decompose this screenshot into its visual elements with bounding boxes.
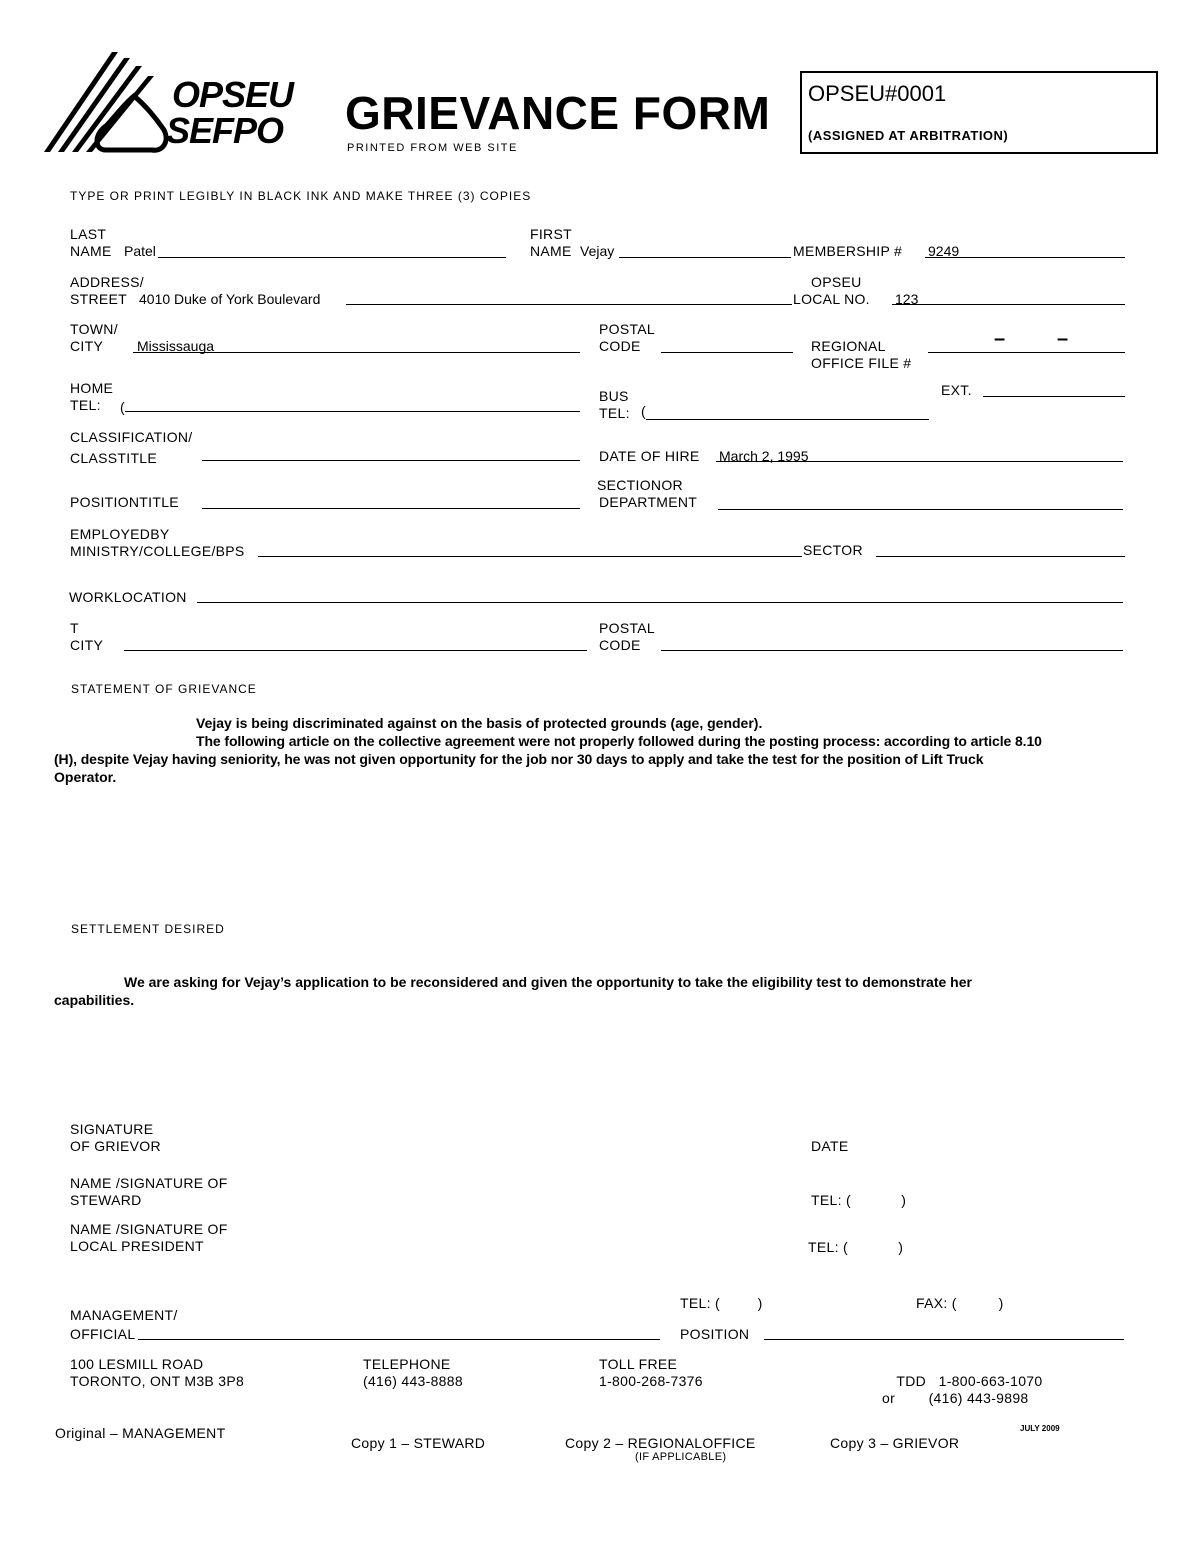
address-value[interactable]: 4010 Duke of York Boulevard [139,291,321,307]
copy-regional-office: Copy 2 – REGIONALOFFICE [565,1435,756,1451]
grievor-signature-label: SIGNATURE OF GRIEVOR [70,1121,161,1154]
management-label: MANAGEMENT/ OFFICIAL [70,1307,178,1342]
settlement-line-1: We are asking for Vejay’s application to be reconsidered and given the opportunity to take the eligibility test to demonstrate her [124,974,972,990]
copy-grievor: Copy 3 – GRIEVOR [830,1435,960,1451]
management-tel-label: TEL: ( ) [680,1295,763,1311]
copy-regional-note: (IF APPLICABLE) [635,1451,727,1463]
town-value[interactable]: Mississauga [137,338,215,354]
ext-line[interactable] [983,396,1125,397]
postal-label: POSTAL CODE [599,321,656,354]
first-name-label: FIRST NAME [530,226,572,259]
classification-label: CLASSIFICATION/ CLASSTITLE [70,429,193,466]
address-label: ADDRESS/ STREET [70,274,144,307]
settlement-heading: SETTLEMENT DESIRED [71,922,225,936]
ext-label: EXT. [941,382,972,398]
position-line[interactable] [764,1339,1124,1340]
position-title-line[interactable] [202,508,580,509]
local-line [892,304,1125,305]
statement-line-1: Vejay is being discriminated against on the basis of protected grounds (age, gender). [196,715,763,731]
work-city-line[interactable] [124,650,587,651]
settlement-line-2: capabilities. [54,992,135,1008]
membership-line [925,257,1125,258]
bus-tel-line[interactable] [646,419,929,420]
copy-steward: Copy 1 – STEWARD [351,1435,486,1451]
footer-tdd: TDD 1-800-663-1070 or (416) 443-9898 [882,1373,1043,1406]
membership-label: MEMBERSHIP # [793,243,903,259]
logo-text-bottom: SEFPO [166,110,284,151]
date-of-hire-value[interactable]: March 2, 1995 [719,448,809,464]
management-line[interactable] [138,1339,660,1340]
footer-toll-free: TOLL FREE 1-800-268-7376 [599,1356,703,1389]
case-number[interactable]: OPSEU#0001 [808,81,947,106]
first-name-value[interactable]: Vejay [580,243,615,259]
statement-line-4: Operator. [54,769,117,785]
settlement-body[interactable] [54,973,1164,1009]
work-postal-line[interactable] [661,650,1123,651]
bus-tel-paren: ( [641,403,646,419]
regional-dash-1: – [994,328,1006,350]
regional-line [928,352,1125,353]
work-postal-label: POSTAL CODE [599,620,656,653]
work-location-label: WORKLOCATION [69,589,187,605]
first-name-line [619,257,791,258]
logo-text-top: OPSEU [172,74,294,115]
town-line [133,352,580,353]
case-number-note: (ASSIGNED AT ARBITRATION) [808,128,1009,143]
statement-line-2: The following article on the collective agreement were not properly followed during the posting process: according to article 8.10 [196,733,1042,749]
footer-telephone: TELEPHONE (416) 443-8888 [363,1356,463,1389]
statement-line-3: (H), despite Vejay having seniority, he was not given opportunity for the job nor 30 days to apply and take the test for the position of Lift Truck [54,751,984,767]
statement-body[interactable] [54,714,1164,786]
last-name-label: LAST NAME [70,226,112,259]
footer-address: 100 LESMILL ROAD TORONTO, ONT M3B 3P8 [70,1356,245,1389]
section-line[interactable] [718,509,1123,510]
employed-by-label: EMPLOYEDBY MINISTRY/COLLEGE/BPS [70,526,245,559]
president-signature-label: NAME /SIGNATURE OF LOCAL PRESIDENT [70,1221,228,1254]
instruction-text: TYPE OR PRINT LEGIBLY IN BLACK INK AND MAKE THREE (3) COPIES [70,189,532,203]
employed-by-line[interactable] [258,556,802,557]
page-title: GRIEVANCE FORM [345,87,771,139]
form-version: JULY 2009 [1020,1424,1060,1433]
management-fax-label: FAX: ( ) [916,1295,1004,1311]
regional-label: REGIONAL OFFICE FILE # [811,338,912,371]
date-of-hire-line [716,461,1123,462]
work-city-label: T CITY [70,620,104,653]
postal-line [661,352,793,353]
opseu-logo [44,52,294,156]
bus-tel-label: BUS TEL: [599,388,630,421]
sector-line[interactable] [876,556,1125,557]
town-label: TOWN/ CITY [70,321,118,354]
steward-signature-label: NAME /SIGNATURE OF STEWARD [70,1175,228,1208]
date-of-hire-label: DATE OF HIRE [599,448,700,464]
steward-tel-label: TEL: ( ) [811,1192,907,1208]
sector-label: SECTOR [803,542,863,558]
work-location-line[interactable] [197,602,1123,603]
date-label: DATE [811,1138,849,1154]
position-title-label: POSITIONTITLE [70,494,179,510]
section-label: SECTIONOR DEPARTMENT [597,477,698,510]
address-line [346,304,792,305]
page-subtitle: PRINTED FROM WEB SITE [347,142,518,154]
logo-stripes-icon [44,52,174,156]
home-tel-paren: ( [120,399,125,415]
copy-original: Original – MANAGEMENT [55,1425,226,1441]
last-name-value[interactable]: Patel [124,243,156,259]
local-value[interactable]: 123 [895,291,919,307]
position-label: POSITION [680,1326,750,1342]
classification-line[interactable] [202,460,580,461]
home-tel-line[interactable] [125,411,580,412]
president-tel-label: TEL: ( ) [808,1239,904,1255]
last-name-line [158,257,506,258]
local-label: OPSEU LOCAL NO. [793,274,870,307]
membership-value[interactable]: 9249 [928,243,960,259]
regional-dash-2: – [1057,328,1069,350]
home-tel-label: HOME TEL: [70,380,114,413]
case-number-box [800,71,1158,154]
statement-heading: STATEMENT OF GRIEVANCE [71,682,257,696]
